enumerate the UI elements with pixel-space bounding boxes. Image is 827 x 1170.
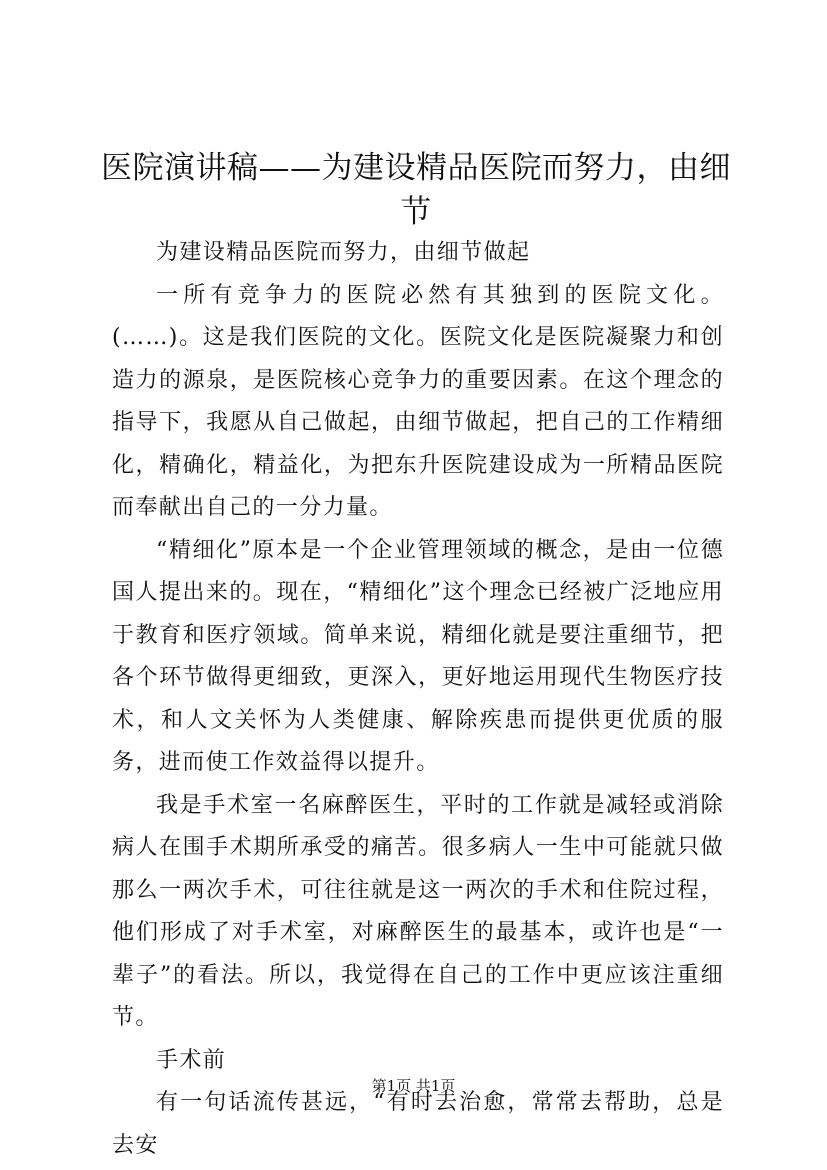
paragraph-hospital-culture: 一所有竞争力的医院必然有其独到的医院文化。(……)。这是我们医院的文化。医院文化是医院凝聚力和创造力的源泉，是医院核心竞争力的重要因素。在这个理念的指导下，我愿从自己做起，由细节做起，把自己的工作精细化，精确化，精益化，为把东升医院建设成为一所精品医院而奉献出自己的一分力量。 <box>112 282 724 520</box>
document-body <box>112 232 724 1167</box>
page-footer: 第1页 共1页 <box>371 1077 456 1095</box>
paragraph-refinement: “精细化”原本是一个企业管理领域的概念，是由一位德国人提出来的。现在，“精细化”这个理念已经被广泛地应用于教育和医疗领域。简单来说，精细化就是要注重细节，把各个环节做得更细致，更深入，更好地运用现代生物医疗技术，和人文关怀为人类健康、解除疾患而提供更优质的服务，进而使工作效益得以提升。 <box>112 537 724 775</box>
paragraph-anesthesiologist: 我是手术室一名麻醉医生，平时的工作就是减轻或消除病人在围手术期所承受的痛苦。很多病人一生中可能就只做那么一两次手术，可往往就是这一两次的手术和住院过程，他们形成了对手术室，对麻醉医生的最基本，或许也是“一辈子”的看法。所以，我觉得在自己的工作中更应该注重细节。 <box>112 792 724 1030</box>
paragraph-quote: 有一句话流传甚远，“有时去治愈，常常去帮助，总是去安 <box>112 1090 724 1158</box>
document-title: 医院演讲稿——为建设精品医院而努力，由细节 <box>101 150 731 230</box>
section-heading-before-surgery: 手术前 <box>156 1047 227 1073</box>
paragraph-subtitle: 为建设精品医院而努力，由细节做起 <box>156 240 531 265</box>
